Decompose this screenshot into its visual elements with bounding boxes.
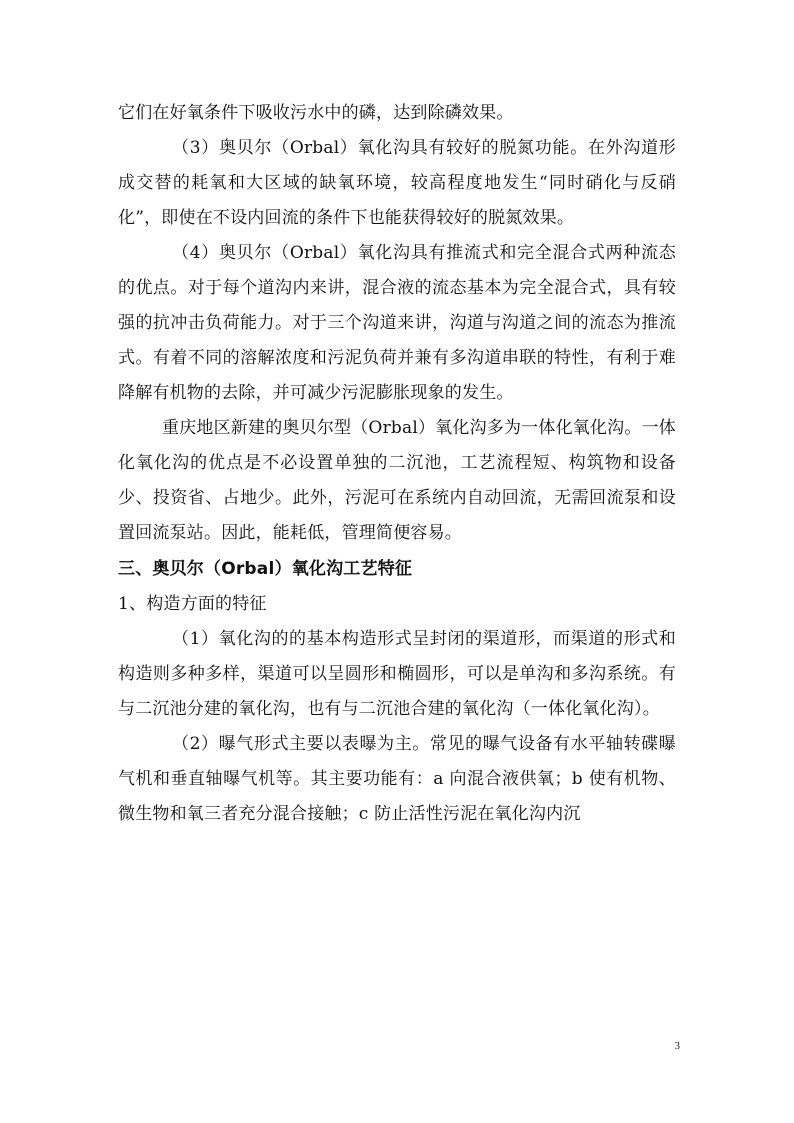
paragraph-aeration: （2）曝气形式主要以表曝为主。常见的曝气设备有水平轴转碟曝气机和垂直轴曝气机等。其主要功能有：a 向混合液供氧；b 使有机物、微生物和氧三者充分混合接触；c 防止活性污泥在氧化沟内沉 xyxy=(118,734,676,824)
subsection-heading: 1、构造方面的特征 xyxy=(118,594,267,614)
paragraph-structure: （1）氧化沟的的基本构造形式呈封闭的渠道形，而渠道的形式和构造则多种多样，渠道可以呈圆形和椭圆形，可以是单沟和多沟系统。有与二沉池分建的氧化沟，也有与二沉池合建的氧化沟（一体化氧化沟）。 xyxy=(118,629,676,719)
paragraph-denitrification: （3）奥贝尔（Orbal）氧化沟具有较好的脱氮功能。在外沟道形成交替的耗氧和大区域的缺氧环境，较高程度地发生“同时硝化与反硝化”，即使在不设内回流的条件下也能获得较好的脱氮效果。 xyxy=(118,138,676,228)
document-body xyxy=(118,96,676,832)
paragraph-continuation: 它们在好氧条件下吸收污水中的磷，达到除磷效果。 xyxy=(118,103,514,123)
page-number: 3 xyxy=(674,1040,680,1052)
paragraph-chongqing: 重庆地区新建的奥贝尔型（Orbal）氧化沟多为一体化氧化沟。一体化氧化沟的优点是不必设置单独的二沉池，工艺流程短、构筑物和设备少、投资省、占地少。此外，污泥可在系统内自动回流，无需回流泵和设置回流泵站。因此，能耗低，管理简便容易。 xyxy=(118,418,676,543)
paragraph-flow-patterns: （4）奥贝尔（Orbal）氧化沟具有推流式和完全混合式两种流态的优点。对于每个道沟内来讲，混合液的流态基本为完全混合式，具有较强的抗冲击负荷能力。对于三个沟道来讲，沟道与沟道之间的流态为推流式。有着不同的溶解浓度和污泥负荷并兼有多沟道串联的特性，有利于难降解有机物的去除，并可减少污泥膨胀现象的发生。 xyxy=(118,243,676,403)
section-heading: 三、奥贝尔（Orbal）氧化沟工艺特征 xyxy=(118,559,413,579)
